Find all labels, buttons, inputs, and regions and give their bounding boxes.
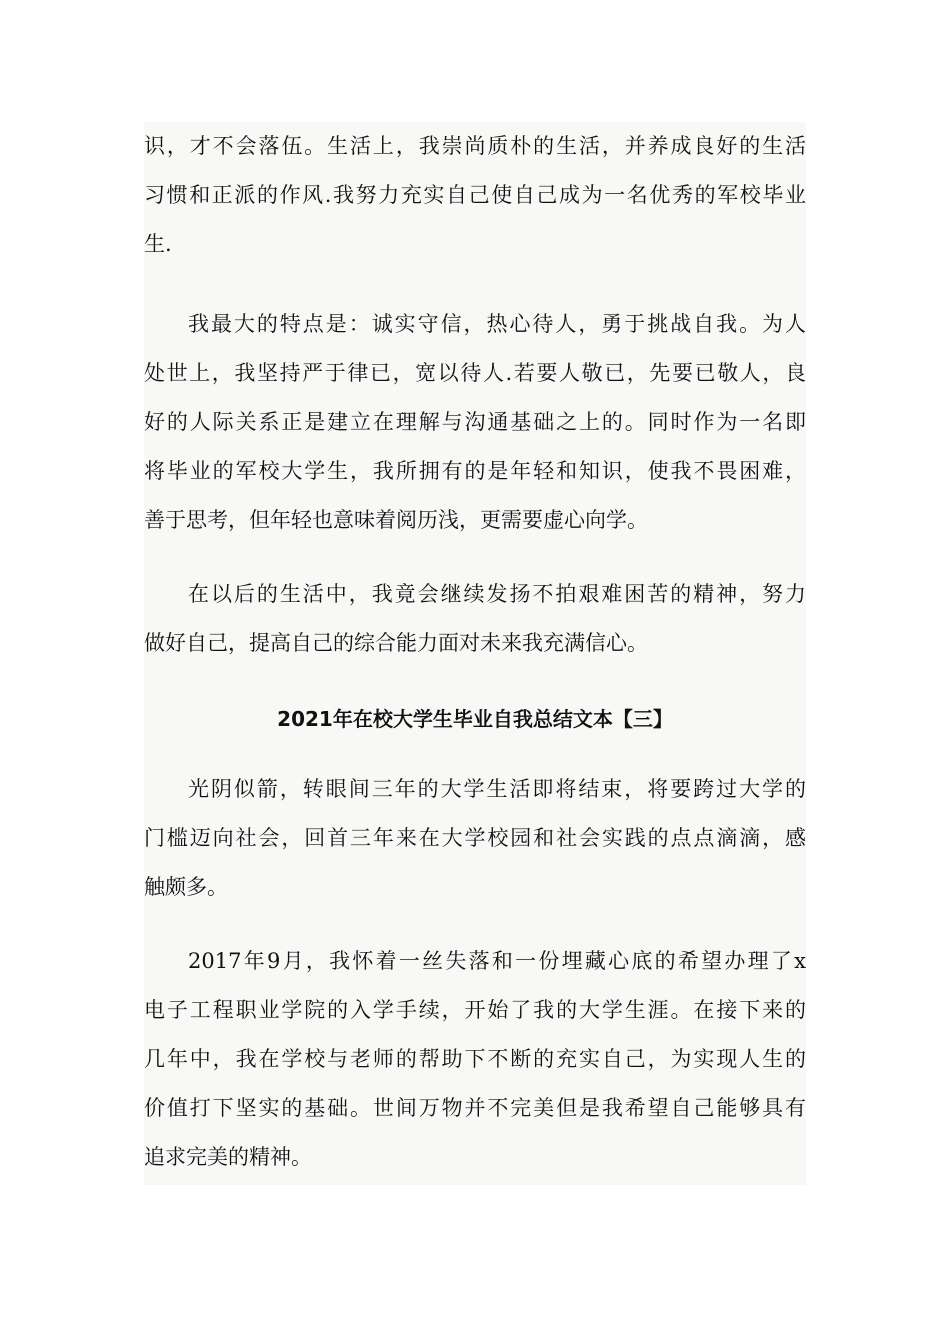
text-line: 识，才不会落伍。生活上，我崇尚质朴的生活，并养成良好的生活 — [144, 134, 806, 158]
text-line: 好的人际关系正是建立在理解与沟通基础之上的。同时作为一名即 — [144, 410, 806, 434]
text-line: 几年中，我在学校与老师的帮助下不断的充实自己，为实现人生的 — [144, 1047, 806, 1071]
text-line: 生. — [144, 232, 172, 256]
section-heading: 2021年在校大学生毕业自我总结文本【三】 — [277, 707, 673, 731]
text-line: 做好自己，提高自己的综合能力面对未来我充满信心。 — [144, 631, 648, 655]
paragraph-self-improvement — [144, 122, 806, 269]
document-page — [144, 122, 806, 1185]
text-line: 将毕业的军校大学生，我所拥有的是年轻和知识，使我不畏困难， — [144, 459, 806, 483]
text-line: 2017年9月，我怀着一丝失落和一份埋藏心底的希望办理了x — [188, 949, 806, 973]
text-line: 光阴似箭，转眼间三年的大学生活即将结束，将要跨过大学的 — [188, 777, 806, 801]
text-line: 价值打下坚实的基础。世间万物并不完美但是我希望自己能够具有 — [144, 1096, 806, 1120]
text-line: 电子工程职业学院的入学手续，开始了我的大学生涯。在接下来的 — [144, 998, 806, 1022]
paragraph-characteristics — [144, 300, 806, 545]
text-line: 处世上，我坚持严于律已，宽以待人.若要人敬已，先要已敬人，良 — [144, 361, 806, 385]
text-line: 善于思考，但年轻也意味着阅历浅，更需要虚心向学。 — [144, 508, 648, 532]
text-line: 在以后的生活中，我竟会继续发扬不拍艰难困苦的精神，努力 — [188, 582, 806, 606]
text-line: 习惯和正派的作风.我努力充实自己使自己成为一名优秀的军校毕业 — [144, 183, 806, 207]
text-line: 触颇多。 — [144, 875, 228, 899]
text-line: 我最大的特点是：诚实守信，热心待人，勇于挑战自我。为人 — [188, 312, 806, 336]
paragraph-future — [144, 570, 806, 668]
paragraph-intro — [144, 765, 806, 912]
text-line: 门槛迈向社会，回首三年来在大学校园和社会实践的点点滴滴，感 — [144, 826, 806, 850]
text-line: 追求完美的精神。 — [144, 1145, 312, 1169]
paragraph-enrollment — [144, 937, 806, 1182]
